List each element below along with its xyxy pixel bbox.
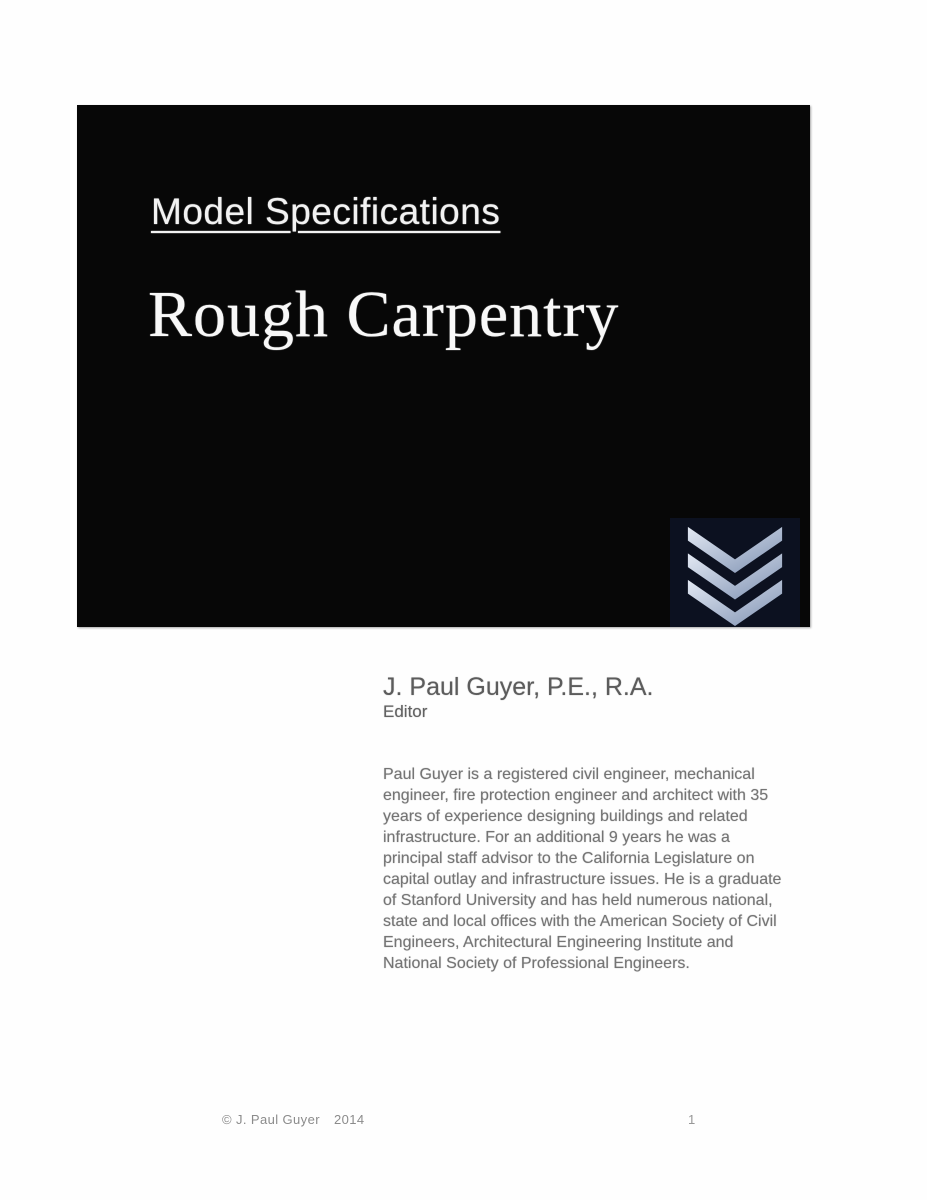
page-number: 1 bbox=[688, 1112, 696, 1127]
series-title: Model Specifications bbox=[151, 191, 501, 232]
cover-title-block bbox=[77, 105, 810, 627]
copyright-year: 2014 bbox=[333, 1112, 365, 1127]
triple-chevron-down-icon bbox=[679, 523, 791, 627]
footer-copyright bbox=[222, 1112, 364, 1127]
author-bio: Paul Guyer is a registered civil engineer, mechanical engineer, fire protection engineer and architect with 35 years of experience designing buildings and related infrastructure. For an additional 9 years he was a principal staff advisor to the California Legislature on capital outlay and infrastructure issues. He is a graduate of Stanford University and has held numerous national, state and local offices with the American Society of Civil Engineers, Architectural Engineering Institute and National Society of Professional Engineers. bbox=[383, 766, 782, 972]
author-block bbox=[383, 672, 793, 974]
publisher-logo bbox=[670, 518, 800, 627]
copyright-text: © J. Paul Guyer bbox=[222, 1112, 320, 1127]
author-role: Editor bbox=[383, 702, 428, 721]
author-name: J. Paul Guyer, P.E., R.A. bbox=[383, 673, 654, 701]
book-title: Rough Carpentry bbox=[148, 278, 620, 351]
